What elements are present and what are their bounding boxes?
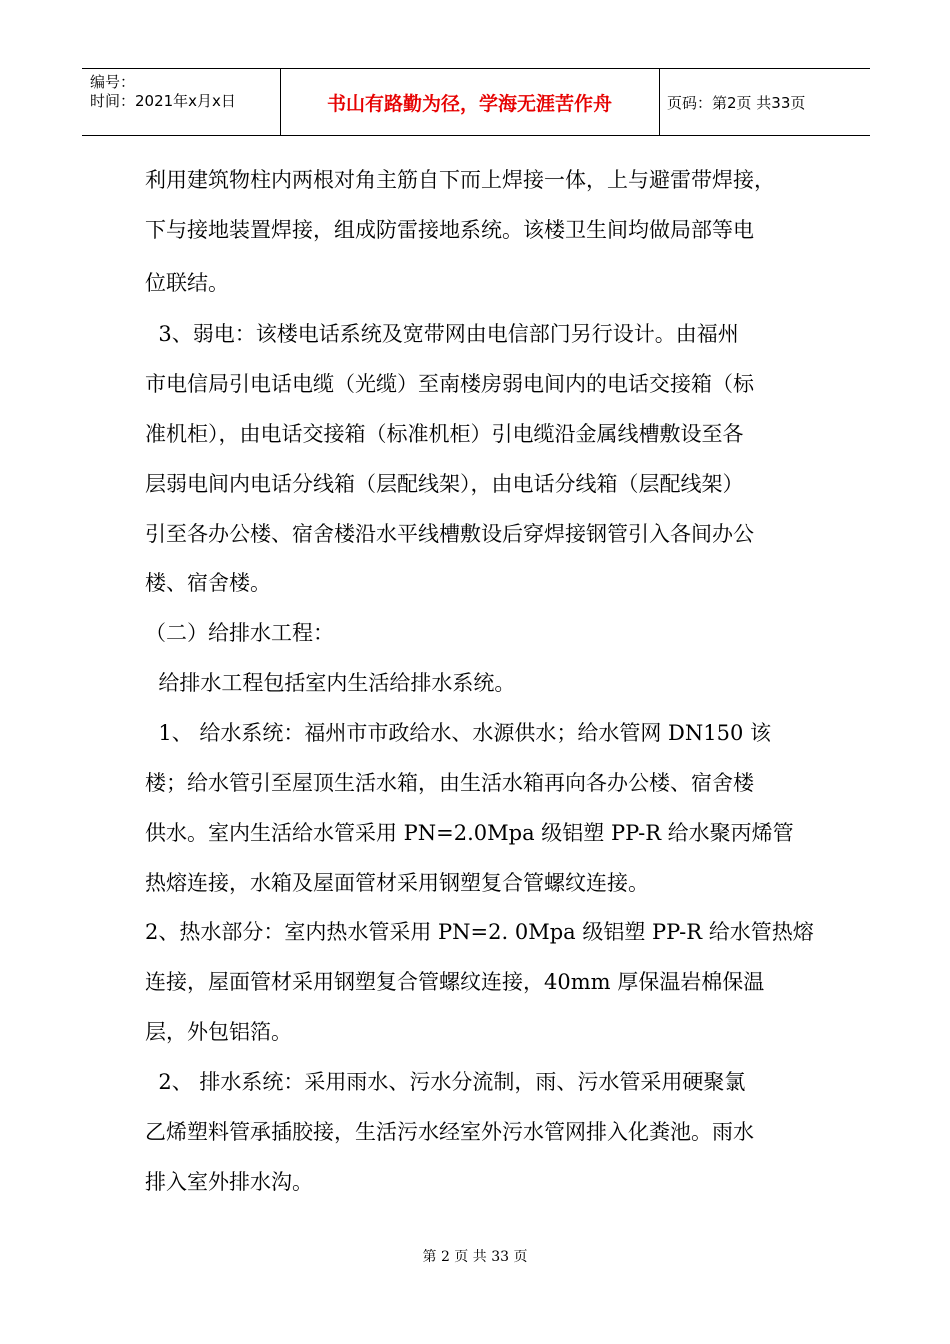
body-line: 连接，屋面管材采用钢塑复合管螺纹连接，40mm 厚保温岩棉保温 xyxy=(145,970,765,994)
header-meta xyxy=(90,73,236,111)
body-line: 2、 排水系统：采用雨水、污水分流制，雨、污水管采用硬聚氯 xyxy=(145,1070,746,1094)
page-footer: 第 2 页 共 33 页 xyxy=(422,1249,528,1265)
body-line: 下与接地装置焊接，组成防雷接地系统。该楼卫生间均做局部等电 xyxy=(145,218,754,242)
header-motto: 书山有路勤为径，学海无涯苦作舟 xyxy=(326,92,612,115)
body-line: 利用建筑物柱内两根对角主筋自下而上焊接一体，上与避雷带焊接， xyxy=(145,168,775,192)
body-line: 准机柜），由电话交接箱（标准机柜）引电缆沿金属线槽敷设至各 xyxy=(145,422,744,446)
body-line: 排入室外排水沟。 xyxy=(145,1170,313,1194)
body-line: 乙烯塑料管承插胶接，生活污水经室外污水管网排入化粪池。雨水 xyxy=(145,1120,754,1144)
header-page-info: 页码：第2页 共33页 xyxy=(667,93,806,112)
body-line: 3、弱电：该楼电话系统及宽带网由电信部门另行设计。由福州 xyxy=(145,322,739,346)
body-line: 层弱电间内电话分线箱（层配线架），由电话分线箱（层配线架） xyxy=(145,472,744,496)
body-line: 给排水工程包括室内生活给排水系统。 xyxy=(145,671,516,695)
body-line: 1、 给水系统：福州市市政给水、水源供水；给水管网 DN150 该 xyxy=(145,721,772,745)
section-heading: （二）给排水工程： xyxy=(145,621,334,645)
body-line: 引至各办公楼、宿舍楼沿水平线槽敷设后穿焊接钢管引入各间办公 xyxy=(145,522,754,546)
body-line: 层，外包铝箔。 xyxy=(145,1020,292,1044)
body-line: 楼、宿舍楼。 xyxy=(145,571,271,595)
body-line: 市电信局引电话电缆（光缆）至南楼房弱电间内的电话交接箱（标 xyxy=(145,372,754,396)
body-line: 供水。室内生活给水管采用 PN=2.0Mpa 级铝塑 PP-R 给水聚丙烯管 xyxy=(145,821,794,845)
body-line: 楼；给水管引至屋顶生活水箱，由生活水箱再向各办公楼、宿舍楼 xyxy=(145,771,754,795)
document-time-label: 时间：2021年x月x日 xyxy=(90,92,236,110)
document-header xyxy=(82,68,870,136)
document-number-label: 编号： xyxy=(90,73,136,91)
body-line: 2、热水部分：室内热水管采用 PN=2. 0Mpa 级铝塑 PP-R 给水管热熔 xyxy=(145,920,814,944)
header-divider xyxy=(659,69,660,135)
body-line: 热熔连接，水箱及屋面管材采用钢塑复合管螺纹连接。 xyxy=(145,871,649,895)
body-line: 位联结。 xyxy=(145,271,229,295)
